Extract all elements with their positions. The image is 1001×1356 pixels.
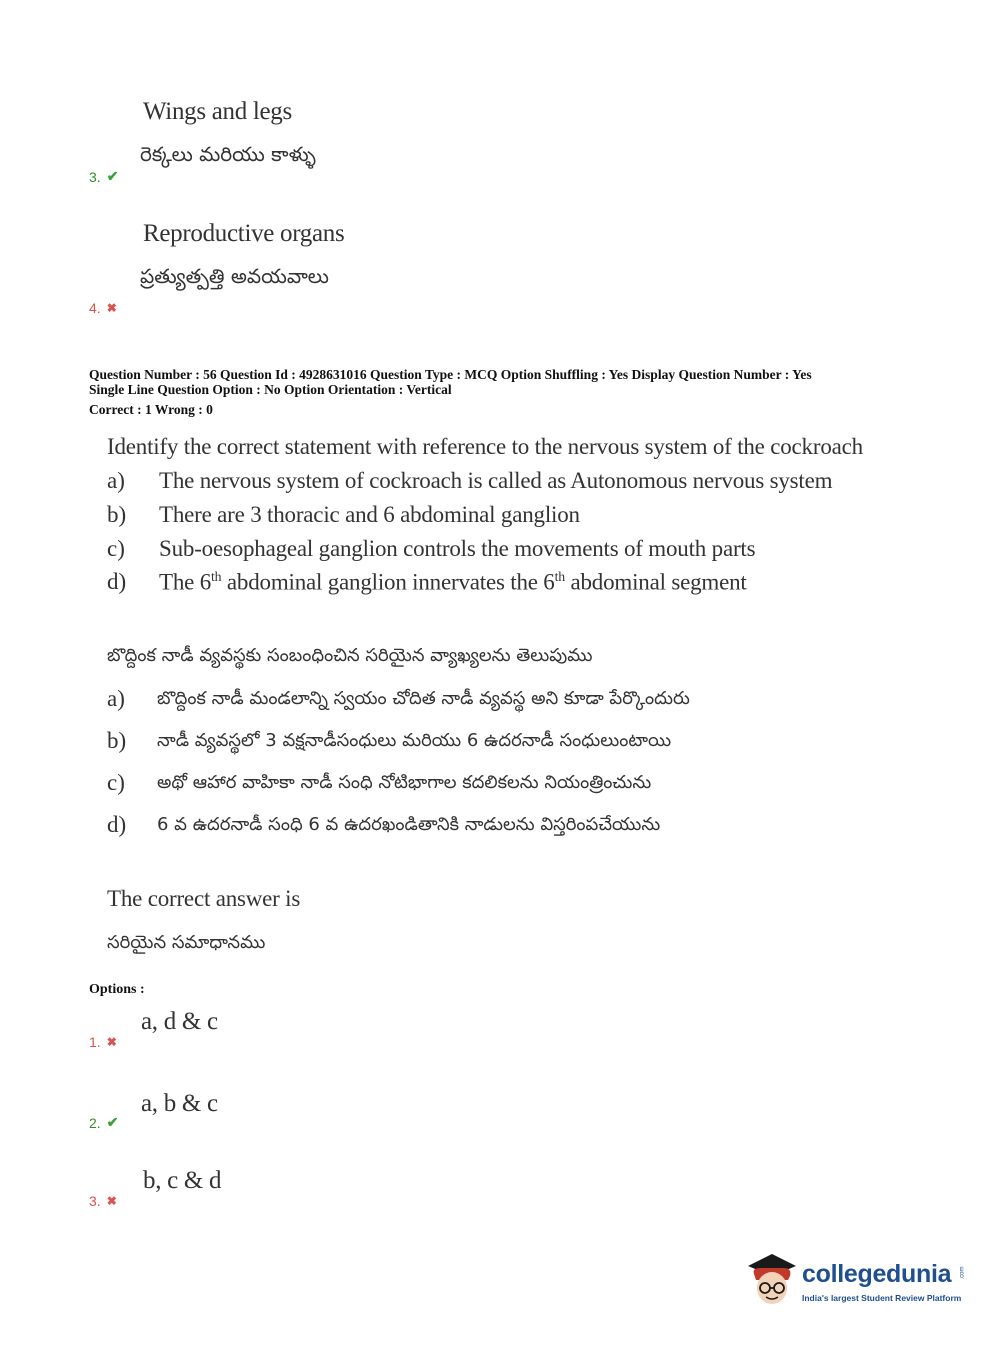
option-3-number: 3. <box>89 1193 101 1209</box>
prev-option-3-text-te: రెక్కలు మరియు కాళ్ళు <box>140 142 316 166</box>
option-1-number: 1. <box>89 1034 101 1050</box>
statement-a-text-en: The nervous system of cockroach is called as Autonomous nervous system <box>159 468 833 493</box>
option-3-text: b, c & d <box>143 1167 222 1194</box>
statement-b-letter-en: b) <box>107 502 127 527</box>
option-3-number-row <box>89 1193 117 1209</box>
question-meta-line-1: Question Number : 56 Question Id : 4928631016 Question Type : MCQ Option Shuffling : Yes Display Question Number : Yes <box>89 367 812 382</box>
answer-prompt-te: సరియైన సమాధానము <box>107 932 266 953</box>
prev-option-3-number: 3. <box>89 169 101 185</box>
statement-b-letter-te: b) <box>107 728 127 753</box>
option-1-text: a, d & c <box>141 1008 218 1035</box>
statement-a-letter-en: a) <box>107 468 125 493</box>
logo-tagline: India's largest Student Review Platform <box>802 1293 962 1303</box>
collegedunia-logo[interactable] <box>742 1250 972 1312</box>
option-2-number-row <box>89 1114 118 1131</box>
logo-com-suffix: .com <box>959 1266 966 1280</box>
check-icon: ✔ <box>106 1114 119 1130</box>
logo-wordmark: collegedunia <box>802 1260 952 1288</box>
statement-d-letter-te: d) <box>107 812 127 837</box>
statement-d-text-en: The 6th abdominal ganglion innervates the 6th abdominal segment <box>159 569 747 595</box>
cross-icon: ✖ <box>106 301 117 315</box>
option-2-number: 2. <box>89 1115 101 1131</box>
prev-option-4-number-row <box>89 300 117 316</box>
statement-d-text-te: 6 వ ఉదరనాడీ సంధి 6 వ ఉదరఖండితానికి నాడులను విస్తరింపచేయును <box>157 814 661 835</box>
statement-d-letter-en: d) <box>107 569 127 594</box>
question-stem-en: Identify the correct statement with reference to the nervous system of the cockroach <box>107 434 863 459</box>
question-stem-te: బొద్దింక నాడీ వ్యవస్థకు సంబంధించిన సరియైన వ్యాఖ్యలను తెలుపుము <box>107 645 593 666</box>
prev-option-4-text-te: ప్రత్యుత్పత్తి అవయవాలు <box>140 264 329 288</box>
statement-b-text-en: There are 3 thoracic and 6 abdominal ganglion <box>159 502 580 527</box>
question-meta-line-2: Single Line Question Option : No Option Orientation : Vertical <box>89 382 452 397</box>
statement-c-letter-te: c) <box>107 770 125 795</box>
statement-a-text-te: బొద్దింక నాడీ మండలాన్ని స్వయం చోదిత నాడీ వ్యవస్థ అని కూడా పేర్కొందురు <box>157 688 690 709</box>
student-mascot-icon <box>742 1250 802 1312</box>
check-icon: ✔ <box>106 168 119 184</box>
question-meta-line-3: Correct : 1 Wrong : 0 <box>89 402 213 417</box>
prev-option-4-text-en: Reproductive organs <box>143 220 345 247</box>
prev-option-3-text-en: Wings and legs <box>143 98 292 125</box>
statement-c-text-te: అథో ఆహార వాహికా నాడీ సంధి నోటిభాగాల కదలికలను నియంత్రించును <box>157 772 652 793</box>
cross-icon: ✖ <box>106 1035 117 1049</box>
option-1-number-row <box>89 1034 117 1050</box>
cross-icon: ✖ <box>106 1194 117 1208</box>
option-2-text: a, b & c <box>141 1090 218 1117</box>
statement-c-letter-en: c) <box>107 536 125 561</box>
statement-a-letter-te: a) <box>107 686 125 711</box>
answer-prompt-en: The correct answer is <box>107 886 301 911</box>
statement-b-text-te: నాడీ వ్యవస్థలో 3 వక్షనాడీసంధులు మరియు 6 ఉదరనాడీ సంధులుంటాయి <box>157 730 672 751</box>
prev-option-3-number-row <box>89 168 118 185</box>
prev-option-4-number: 4. <box>89 300 101 316</box>
statement-c-text-en: Sub-oesophageal ganglion controls the movements of mouth parts <box>159 536 756 561</box>
options-label: Options : <box>89 982 145 997</box>
